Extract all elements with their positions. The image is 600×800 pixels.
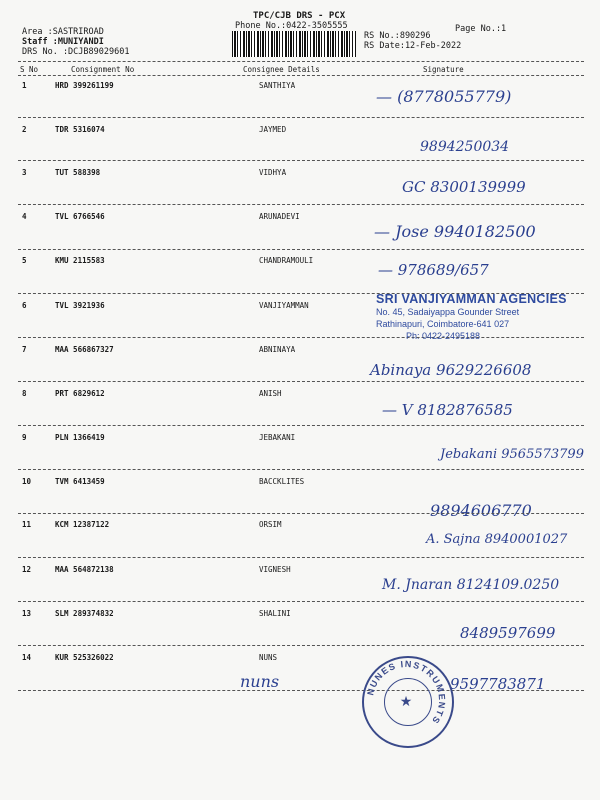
- row-divider: [18, 204, 584, 205]
- row-consignment: SLM 289374832: [55, 609, 114, 618]
- stamp-address-line2: Rathinapuri, Coimbatore-641 027: [376, 319, 510, 329]
- row-sno: 4: [22, 212, 27, 221]
- row-sno: 13: [22, 609, 32, 618]
- seal-text: NUNES INSTRUMENTS: [365, 658, 448, 727]
- row-consignee: JAYMED: [259, 125, 287, 134]
- row-signature: Jebakani 9565573799: [440, 447, 584, 462]
- col-signature: Signature: [423, 65, 464, 74]
- row-signature: A. Sajna 8940001027: [426, 532, 568, 547]
- row-consignee: JEBAKANI: [259, 433, 296, 442]
- row-signature: — (8778055779): [376, 87, 512, 106]
- row-sno: 10: [22, 477, 32, 486]
- row-consignee: ARUNADEVI: [259, 212, 300, 221]
- row-consignment: TVL 3921936: [55, 301, 105, 310]
- row-consignee: VANJIYAMMAN: [259, 301, 309, 310]
- row-signature: GC 8300139999: [402, 178, 526, 196]
- row-signature: — 978689/657: [378, 261, 489, 279]
- page-number: Page No.:1: [455, 24, 507, 34]
- row-divider: [18, 381, 584, 382]
- rs-date: RS Date:12-Feb-2022: [364, 41, 462, 51]
- row-signature: 8489597699: [460, 624, 556, 642]
- row-consignment: KCM 12387122: [55, 520, 110, 529]
- document-title: TPC/CJB DRS - PCX: [253, 11, 346, 21]
- nuns-signature: nuns: [240, 672, 280, 691]
- row-consignment: KMU 2115583: [55, 256, 105, 265]
- row-consignee: VIGNESH: [259, 565, 291, 574]
- row-sno: 6: [22, 301, 27, 310]
- row-consignment: KUR 525326022: [55, 653, 114, 662]
- staff-label: Staff :MUNIYANDI: [22, 37, 104, 47]
- stamp-name: SRI VANJIYAMMAN AGENCIES: [376, 292, 567, 306]
- col-consignment: Consignment No: [71, 65, 135, 74]
- row-sno: 5: [22, 256, 27, 265]
- table-row: [0, 433, 600, 478]
- table-row: [0, 565, 600, 610]
- table-row: [0, 125, 600, 170]
- row-divider: [18, 557, 584, 558]
- row-consignment: TVL 6766546: [55, 212, 105, 221]
- row-divider: [18, 117, 584, 118]
- row-consignee: CHANDRAMOULI: [259, 256, 314, 265]
- agency-stamp: [376, 292, 567, 342]
- row-consignee: ANISH: [259, 389, 282, 398]
- column-divider: [18, 75, 584, 76]
- table-row: [0, 81, 600, 126]
- area-label: Area :SASTRIROAD: [22, 27, 104, 37]
- row-divider: [18, 469, 584, 470]
- row-signature: Abinaya 9629226608: [370, 361, 532, 379]
- stamp-address-line1: No. 45, Sadaiyappa Gounder Street: [376, 307, 520, 317]
- row-sno: 12: [22, 565, 32, 574]
- row-consignment: MAA 566867327: [55, 345, 114, 354]
- col-consignee: Consignee Details: [243, 65, 320, 74]
- row-signature: 9894606770: [430, 501, 532, 520]
- row-consignment: PRT 6829612: [55, 389, 105, 398]
- row-consignee: BACCKLITES: [259, 477, 305, 486]
- row-sno: 2: [22, 125, 27, 134]
- row-consignment: TVM 6413459: [55, 477, 105, 486]
- row-signature: — V 8182876585: [382, 401, 513, 419]
- table-row: [0, 345, 600, 390]
- row-consignment: HRD 399261199: [55, 81, 114, 90]
- row-divider: [18, 513, 584, 514]
- company-seal: [362, 656, 454, 748]
- row-signature: 9894250034: [420, 139, 510, 155]
- row-sno: 3: [22, 168, 27, 177]
- table-row: [0, 168, 600, 213]
- row-divider: [18, 425, 584, 426]
- svg-text:NUNES INSTRUMENTS: [365, 659, 447, 726]
- table-row: [0, 609, 600, 654]
- row-signature: M. Jnaran 8124109.0250: [382, 577, 560, 593]
- rs-number: RS No.:890296: [364, 31, 431, 41]
- row-signature: 9597783871: [450, 675, 546, 693]
- barcode: [232, 31, 356, 57]
- row-divider: [18, 690, 584, 691]
- drs-number: DRS No. :DCJB89029601: [22, 47, 130, 57]
- row-sno: 7: [22, 345, 27, 354]
- row-consignee: ABNINAYA: [259, 345, 296, 354]
- table-row: [0, 653, 600, 698]
- seal-text-ring: [362, 656, 450, 744]
- star-icon: ★: [399, 694, 413, 710]
- row-consignment: TDR 5316074: [55, 125, 105, 134]
- table-row: [0, 520, 600, 565]
- row-divider: [18, 249, 584, 250]
- row-sno: 9: [22, 433, 27, 442]
- table-row: [0, 389, 600, 434]
- row-consignment: MAA 564872138: [55, 565, 114, 574]
- table-row: [0, 477, 600, 522]
- phone-number: Phone No.:0422-3505555: [235, 21, 348, 31]
- col-sno: S No: [20, 65, 39, 74]
- row-consignee: ORSIM: [259, 520, 282, 529]
- row-consignee: SANTHIYA: [259, 81, 296, 90]
- row-divider: [18, 160, 584, 161]
- row-divider: [18, 601, 584, 602]
- table-row: [0, 212, 600, 257]
- row-signature: — Jose 9940182500: [374, 222, 536, 241]
- row-sno: 1: [22, 81, 27, 90]
- row-sno: 14: [22, 653, 32, 662]
- row-consignee: VIDHYA: [259, 168, 287, 177]
- row-sno: 8: [22, 389, 27, 398]
- row-divider: [18, 645, 584, 646]
- header-divider: [18, 61, 584, 62]
- row-sno: 11: [22, 520, 32, 529]
- row-consignee: SHALINI: [259, 609, 291, 618]
- row-consignment: PLN 1366419: [55, 433, 105, 442]
- stamp-phone: Ph: 0422-2495188: [406, 331, 481, 341]
- row-consignment: TUT 588398: [55, 168, 101, 177]
- row-consignee: NUNS: [259, 653, 278, 662]
